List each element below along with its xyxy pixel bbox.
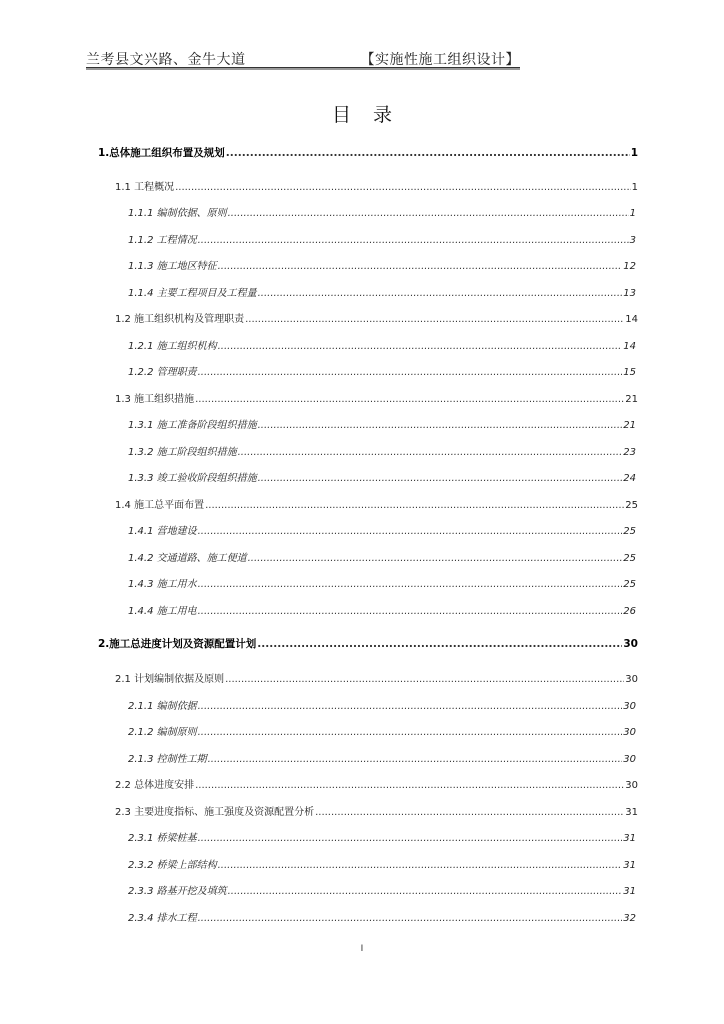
toc-leader-dots [225,674,624,685]
toc-entry-page: 15 [623,367,636,378]
toc-leader-dots [198,833,623,844]
toc-entry[interactable] [98,636,638,651]
toc-leader-dots [228,886,623,897]
toc-entry-page: 3 [629,235,636,246]
toc-entry[interactable] [128,549,636,564]
toc-entry-page: 32 [623,913,636,924]
toc-entry-page: 26 [623,606,636,617]
toc-leader-dots [205,500,624,511]
toc-entry[interactable] [115,390,638,405]
toc-entry-label: 1.2 施工组织机构及管理职责 [115,314,245,325]
toc-leader-dots [175,182,631,193]
toc-entry-page: 30 [625,780,638,791]
toc-entry[interactable] [128,257,636,272]
toc-entry-page: 30 [623,638,638,650]
toc-entry-page: 31 [623,886,636,897]
toc-leader-dots [315,807,624,818]
toc-leader-dots [198,367,623,378]
toc-entry-page: 23 [623,447,636,458]
toc-entry-label: 2.1.2 编制原则 [128,727,197,738]
toc-entry[interactable] [115,310,638,325]
toc-entry-page: 31 [623,833,636,844]
toc-entry[interactable] [128,204,636,219]
toc-entry-page: 1 [629,208,636,219]
toc-entry-page: 25 [623,526,636,537]
toc-entry-label: 1.3.2 施工阶段组织措施 [128,447,237,458]
toc-entry-label: 1.1 工程概况 [115,182,175,193]
toc-leader-dots [245,314,624,325]
toc-leader-dots [238,447,623,458]
toc-entry-label: 2.3.1 桥梁桩基 [128,833,197,844]
toc-entry-label: 1.4 施工总平面布置 [115,500,205,511]
toc-entry-label: 1.1.1 编制依据、原则 [128,208,227,219]
toc-entry-label: 2.1.1 编制依据 [128,701,197,712]
toc-leader-dots [226,147,630,159]
toc-entry[interactable] [128,443,636,458]
toc-entry[interactable] [128,750,636,765]
toc-leader-dots [218,341,623,352]
toc-entry-label: 1.1.3 施工地区特征 [128,261,217,272]
toc-entry[interactable] [115,670,638,685]
toc-entry-label: 1.4.4 施工用电 [128,606,197,617]
toc-entry-page: 31 [625,807,638,818]
toc-entry-label: 2.施工总进度计划及资源配置计划 [98,638,257,650]
toc-entry-page: 25 [623,579,636,590]
toc-entry-label: 1.4.2 交通道路、施工便道 [128,553,247,564]
toc-entry-page: 21 [625,394,638,405]
toc-leader-dots [198,235,629,246]
toc-entry-label: 1.3.1 施工准备阶段组织措施 [128,420,257,431]
toc-leader-dots [198,701,623,712]
toc-entry[interactable] [98,145,638,160]
toc-entry[interactable] [128,602,636,617]
toc-entry[interactable] [128,829,636,844]
toc-entry[interactable] [128,723,636,738]
toc-entry-label: 1.4.3 施工用水 [128,579,197,590]
toc-entry[interactable] [115,803,638,818]
toc-entry[interactable] [128,469,636,484]
toc-entry[interactable] [115,178,638,193]
toc-entry-label: 1.1.2 工程情况 [128,235,197,246]
toc-entry-page: 14 [623,341,636,352]
toc-entry-page: 1 [631,182,638,193]
toc-entry[interactable] [128,231,636,246]
toc-entry-label: 1.4.1 营地建设 [128,526,197,537]
toc-leader-dots [258,473,623,484]
toc-leader-dots [198,526,623,537]
toc-leader-dots [218,261,623,272]
toc-leader-dots [248,553,623,564]
toc-entry-label: 1.3.3 竣工验收阶段组织措施 [128,473,257,484]
toc-leader-dots [258,420,623,431]
toc-entry[interactable] [128,697,636,712]
toc-entry-page: 31 [623,860,636,871]
toc-leader-dots [195,780,624,791]
toc-entry-page: 1 [630,147,638,159]
toc-entry-page: 24 [623,473,636,484]
toc-leader-dots [218,860,623,871]
toc-entry[interactable] [128,882,636,897]
toc-entry-label: 2.3 主要进度指标、施工强度及资源配置分析 [115,807,315,818]
toc-entry-page: 12 [623,261,636,272]
toc-entry-label: 1.总体施工组织布置及规划 [98,147,225,159]
toc-entry[interactable] [128,337,636,352]
toc-leader-dots [198,579,623,590]
header-project-name: 兰考县文兴路、金牛大道 [86,52,246,68]
toc-entry-label: 1.2.1 施工组织机构 [128,341,217,352]
toc-entry[interactable] [128,363,636,378]
toc-entry-page: 30 [623,701,636,712]
header-document-type: 【实施性施工组织设计】 [360,52,520,68]
toc-entry[interactable] [115,496,638,511]
toc-entry[interactable] [128,522,636,537]
toc-leader-dots [198,727,623,738]
toc-entry-label: 1.1.4 主要工程项目及工程量 [128,288,257,299]
toc-entry[interactable] [128,909,636,924]
toc-entry-label: 2.3.4 排水工程 [128,913,197,924]
toc-entry-label: 1.2.2 管理职责 [128,367,197,378]
toc-entry-page: 30 [623,727,636,738]
toc-entry-page: 25 [625,500,638,511]
toc-leader-dots [195,394,624,405]
toc-entry-label: 2.1.3 控制性工期 [128,754,207,765]
toc-entry-label: 2.3.2 桥梁上部结构 [128,860,217,871]
toc-entry-page: 14 [625,314,638,325]
toc-entry[interactable] [128,416,636,431]
toc-entry-page: 30 [623,754,636,765]
toc-entry-page: 21 [623,420,636,431]
toc-leader-dots [198,913,623,924]
toc-leader-dots [198,606,623,617]
toc-entry-page: 13 [623,288,636,299]
toc-leader-dots [208,754,623,765]
toc-entry-label: 2.3.3 路基开挖及填筑 [128,886,227,897]
toc-leader-dots [258,288,623,299]
page-header [86,49,520,68]
page-title: 目录 [331,104,414,126]
toc-leader-dots [228,208,629,219]
toc-entry-page: 25 [623,553,636,564]
toc-entry[interactable] [128,575,636,590]
toc-entry-label: 1.3 施工组织措施 [115,394,195,405]
toc-entry-label: 2.2 总体进度安排 [115,780,195,791]
toc-leader-dots [257,638,622,650]
page-number: I [360,944,364,954]
toc-entry[interactable] [128,284,636,299]
toc-entry-label: 2.1 计划编制依据及原则 [115,674,225,685]
toc-entry[interactable] [115,776,638,791]
toc-entry-page: 30 [625,674,638,685]
toc-entry[interactable] [128,856,636,871]
